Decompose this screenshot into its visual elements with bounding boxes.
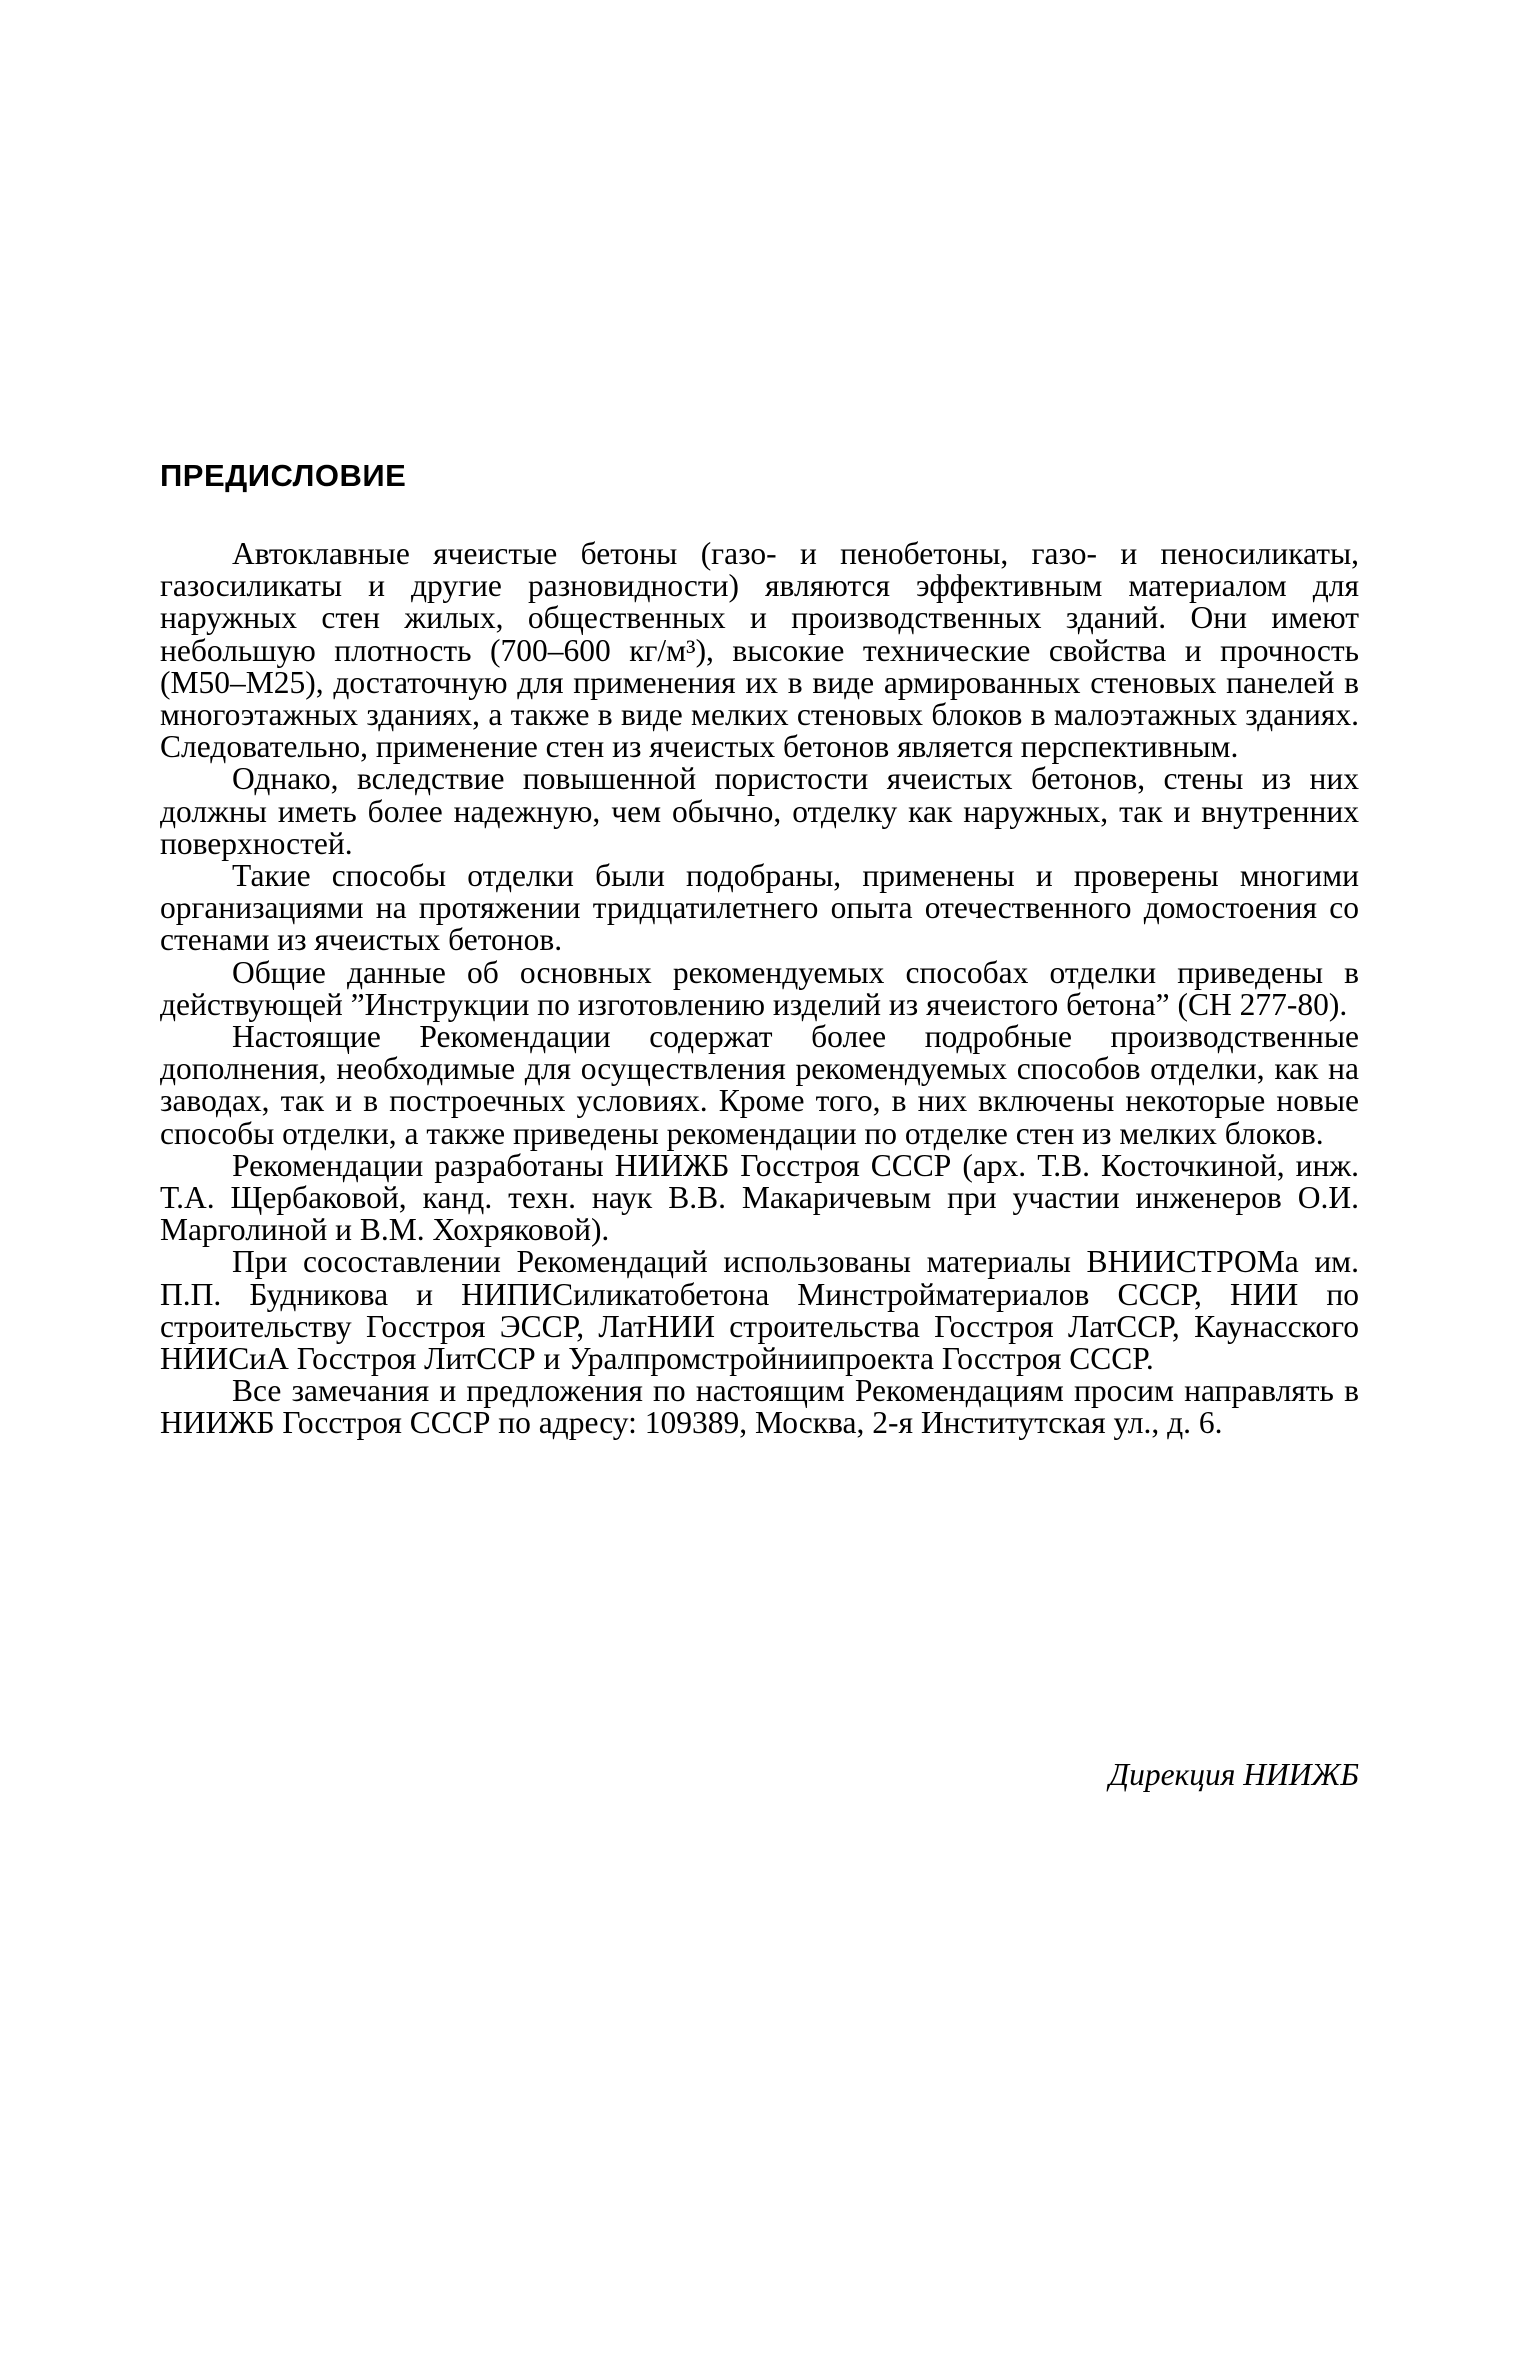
paragraph-1: Автоклавные ячеистые бетоны (газо- и пенобетоны, газо- и пеносиликаты, газосиликаты и другие разновидности) являются эффективным материалом для наружных стен жилых, общественных и производственных зданий. Они имеют небольшую плотность (700–600 кг/м³), высокие технические свойства и прочность (М50–М25), достаточную для применения их в виде армированных стеновых панелей в многоэтажных зданиях, а также в виде мелких стеновых блоков в малоэтажных зданиях. Следовательно, применение стен из ячеистых бетонов является перспективным. [160,536,1359,765]
signature: Дирекция НИИЖБ [1109,1757,1359,1792]
paragraph-4: Общие данные об основных рекомендуемых способах отделки приведены в действующей ”Инструкции по изготовлению изделий из ячеистого бетона” (СН 277-80). [160,954,1359,1022]
paragraph-3: Такие способы отделки были подобраны, применены и проверены многими организациями на протяжении тридцатилетнего опыта отечественного домостоения со стенами из ячеистых бетонов. [160,858,1359,958]
preface-body [160,538,1359,1440]
paragraph-8: Все замечания и предложения по настоящим Рекомендациям просим направлять в НИИЖБ Госстроя СССР по адресу: 109389, Москва, 2-я Институтская ул., д. 6. [160,1373,1359,1441]
paragraph-2: Однако, вследствие повышенной пористости ячеистых бетонов, стены из них должны иметь более надежную, чем обычно, отделку как наружных, так и внутренних поверхностей. [160,761,1359,861]
paragraph-5: Настоящие Рекомендации содержат более подробные производственные дополнения, необходимые для осуществления рекомендуемых способов отделки, как на заводах, так и в построечных условиях. Кроме того, в них включены некоторые новые способы отделки, а также приведены рекомендации по отделке стен из мелких блоков. [160,1019,1359,1151]
paragraph-6: Рекомендации разработаны НИИЖБ Госстроя СССР (арх. Т.В. Косточкиной, инж. Т.А. Щербаковой, канд. техн. наук В.В. Макаричевым при участии инженеров О.И. Марголиной и В.М. Хохряковой). [160,1147,1359,1248]
page-title: ПРЕДИСЛОВИЕ [160,458,407,493]
paragraph-7: При сосоставлении Рекомендаций использованы материалы ВНИИСТРОМа им. П.П. Будникова и НИПИСиликатобетона Минстройматериалов СССР, НИИ по строительству Госстроя ЭССР, ЛатНИИ строительства Госстроя ЛатССР, Каунасского НИИСиА Госстроя ЛитССР и Уралпромстройниипроекта Госстроя СССР. [160,1244,1359,1377]
